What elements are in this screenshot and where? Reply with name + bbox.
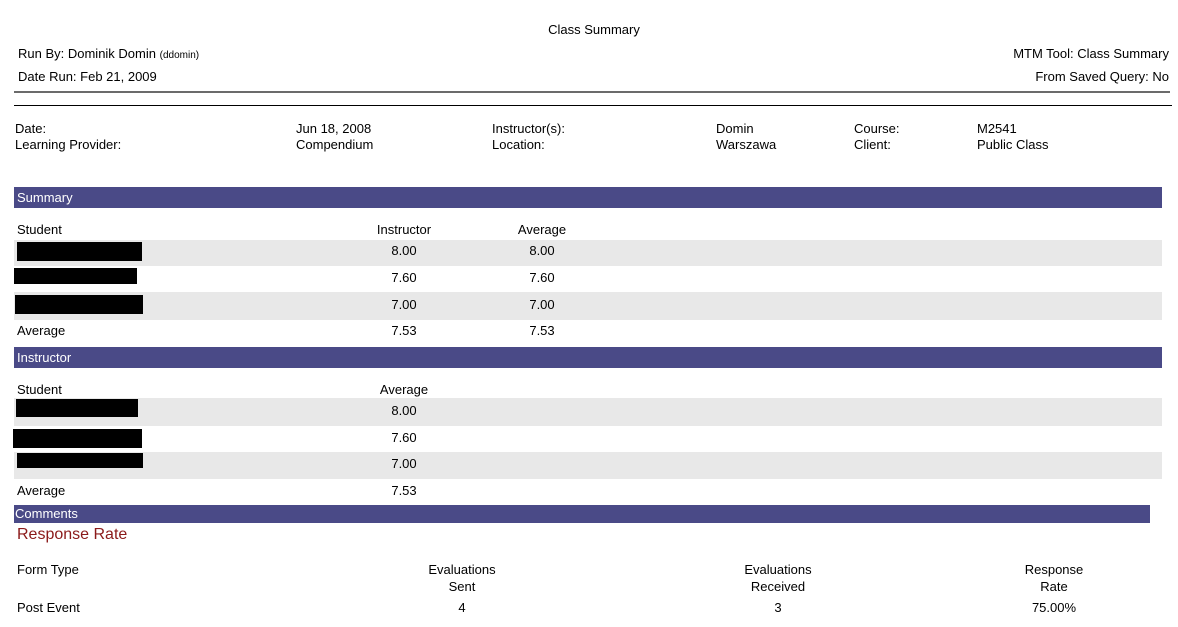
redacted-student-name [15, 295, 143, 314]
rr-col-rate-line1: Response [1024, 562, 1084, 577]
rr-sent: 4 [458, 600, 466, 615]
instructor-col-average: Average [379, 382, 429, 397]
table-cell: 8.00 [391, 243, 417, 258]
summary-avg-average: 7.53 [529, 323, 555, 338]
instructor-avg-label: Average [17, 483, 66, 498]
course-label: Course: [854, 121, 900, 136]
summary-col-student: Student [17, 222, 62, 237]
redacted-student-name [16, 399, 138, 417]
provider-value: Compendium [296, 137, 374, 152]
summary-avg-instructor: 7.53 [391, 323, 417, 338]
rr-col-sent-line2: Sent [448, 579, 476, 594]
summary-col-instructor: Instructor [376, 222, 432, 237]
table-row-stripe [14, 292, 1162, 320]
rr-col-rate-line2: Rate [1040, 579, 1068, 594]
redacted-student-name [17, 453, 143, 468]
rr-col-sent-line1: Evaluations [428, 562, 496, 577]
location-value: Warszawa [716, 137, 777, 152]
run-by [18, 46, 199, 61]
table-cell: 7.60 [529, 270, 555, 285]
provider-label: Learning Provider: [15, 137, 122, 152]
date-run: Date Run: Feb 21, 2009 [18, 69, 157, 84]
saved-query: From Saved Query: No [1035, 69, 1169, 84]
table-cell: 8.00 [391, 403, 417, 418]
table-row-stripe [14, 398, 1162, 426]
table-cell: 7.60 [391, 430, 417, 445]
table-cell: 8.00 [529, 243, 555, 258]
redacted-student-name [14, 268, 137, 284]
rr-rate: 75.00% [1031, 600, 1077, 615]
summary-section-header: Summary [14, 187, 1162, 208]
header-divider-thick [14, 91, 1170, 93]
instructor-avg-value: 7.53 [391, 483, 417, 498]
rr-col-form-type: Form Type [17, 562, 79, 577]
location-label: Location: [492, 137, 545, 152]
rr-col-received-line1: Evaluations [744, 562, 812, 577]
response-rate-title: Response Rate [17, 526, 128, 543]
rr-received: 3 [774, 600, 782, 615]
table-cell: 7.00 [391, 297, 417, 312]
comments-section-header: Comments [14, 505, 1150, 523]
instructor-section-header: Instructor [14, 347, 1162, 368]
redacted-student-name [17, 242, 142, 261]
table-row-stripe [14, 240, 1162, 266]
table-cell: 7.00 [529, 297, 555, 312]
table-cell: 7.60 [391, 270, 417, 285]
instructor-col-student: Student [17, 382, 62, 397]
date-value: Jun 18, 2008 [296, 121, 372, 136]
report-title: Class Summary [548, 22, 640, 37]
header-divider-thin [14, 105, 1172, 106]
rr-form-type: Post Event [17, 600, 80, 615]
run-by-user: (ddomin) [159, 50, 200, 61]
table-row-stripe [14, 452, 1162, 479]
course-value: M2541 [977, 121, 1017, 136]
date-label: Date: [15, 121, 47, 136]
client-label: Client: [854, 137, 891, 152]
redacted-student-name [13, 429, 142, 448]
instructor-label: Instructor(s): [492, 121, 565, 136]
summary-avg-label: Average [17, 323, 66, 338]
rr-col-received-line2: Received [750, 579, 806, 594]
summary-col-average: Average [517, 222, 567, 237]
table-cell: 7.00 [391, 456, 417, 471]
instructor-value: Domin [716, 121, 754, 136]
run-by-label: Run By: Dominik Domin [18, 46, 156, 61]
tool-name: MTM Tool: Class Summary [1013, 46, 1169, 61]
client-value: Public Class [977, 137, 1049, 152]
